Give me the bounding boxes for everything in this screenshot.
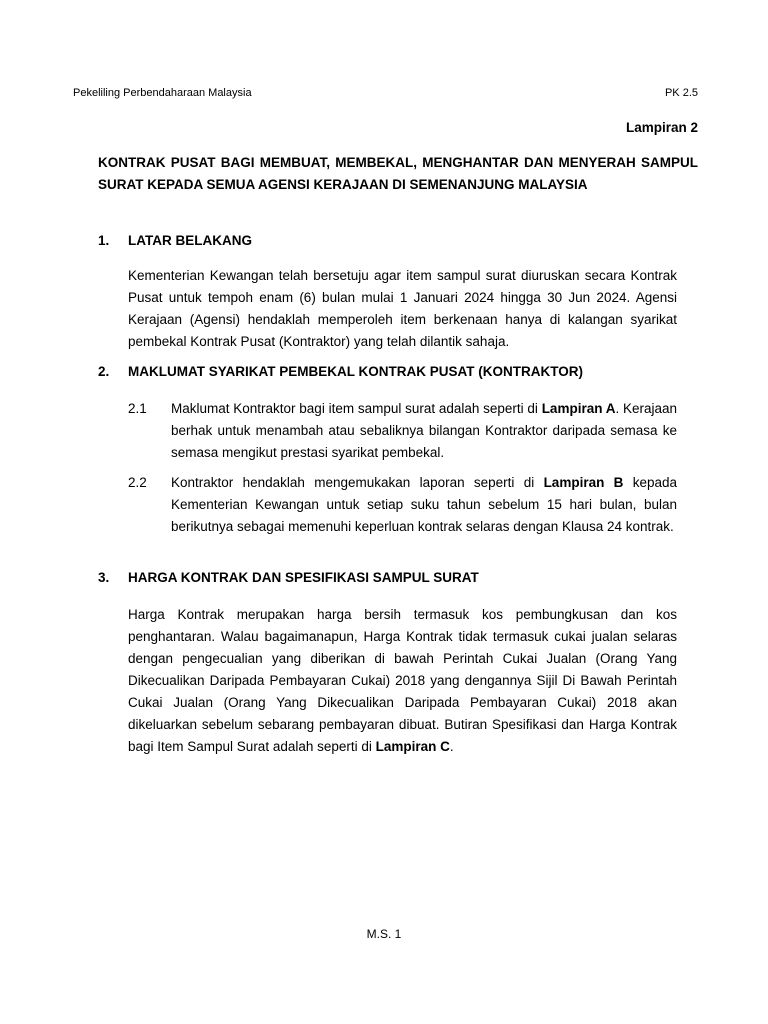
clause-2-2-text xyxy=(171,472,677,538)
clause-2-1 xyxy=(128,398,677,464)
header-code: PK 2.5 xyxy=(664,87,698,99)
clause-2-1-text-end: . Kerajaan berhak untuk menambah atau sebaliknya bilangan Kontraktor daripada semasa ke semasa mengikut prestasi syarikat pembekal. xyxy=(171,401,677,460)
section-1-paragraph: Kementerian Kewangan telah bersetuju agar item sampul surat diuruskan secara Kontrak Pusat untuk tempoh enam (6) bulan mulai 1 Januari 2024 hingga 30 Jun 2024. Agensi Kerajaan (Agensi) hendaklah memperoleh item berkenaan hanya di kalangan syarikat pembekal Kontrak Pusat (Kontraktor) yang telah dilantik sahaja. xyxy=(128,268,677,349)
document-title: KONTRAK PUSAT BAGI MEMBUAT, MEMBEKAL, MENGHANTAR DAN MENYERAH SAMPUL SURAT KEPADA SEMUA AGENSI KERAJAAN DI SEMENANJUNG MALAYSIA xyxy=(98,155,698,192)
section-1-number: 1. xyxy=(98,233,110,248)
section-2-heading xyxy=(98,361,698,383)
section-3-text-start: Harga Kontrak merupakan harga bersih termasuk kos pembungkusan dan kos penghantaran. Walau bagaimanapun, Harga Kontrak tidak termasuk cukai jualan selaras dengan pengecualian yang diberikan di bawah Perintah Cukai Jualan (Orang Yang Dikecualikan Daripada Pembayaran Cukai) 2018 yang dengannya Sijil Di Bawah Perintah Cukai Jualan (Orang Yang Dikecualikan Daripada Pembayaran Cukai) 2018 akan dikeluarkan sebelum sebarang pembayaran dibuat. Butiran Spesifikasi dan Harga Kontrak bagi Item Sampul Surat adalah seperti di xyxy=(128,607,677,754)
section-3-title: HARGA KONTRAK DAN SPESIFIKASI SAMPUL SURAT xyxy=(128,570,479,585)
clause-2-2-text-end: kepada Kementerian Kewangan untuk setiap suku tahun sebelum 15 hari bulan, bulan berikutnya sebagai memenuhi keperluan kontrak selaras dengan Klausa 24 kontrak. xyxy=(171,475,677,534)
clause-2-2-text-start: Kontraktor hendaklah mengemukakan laporan seperti di xyxy=(171,475,544,490)
section-3-appendix-ref: Lampiran C xyxy=(375,739,450,754)
appendix-label: Lampiran 2 xyxy=(625,120,698,135)
clause-2-1-appendix-ref: Lampiran A xyxy=(541,401,616,416)
section-3-paragraph xyxy=(128,604,677,758)
section-3-number: 3. xyxy=(98,570,110,585)
section-2-number: 2. xyxy=(98,364,110,379)
clause-2-1-number: 2.1 xyxy=(128,401,147,416)
section-1-title: LATAR BELAKANG xyxy=(128,233,252,248)
clause-2-1-text xyxy=(171,398,677,464)
section-3-text-end: . xyxy=(449,739,454,754)
clause-2-2-number: 2.2 xyxy=(128,475,147,490)
header-publication: Pekeliling Perbendaharaan Malaysia xyxy=(73,87,252,99)
clause-2-2 xyxy=(128,472,677,538)
clause-2-2-appendix-ref: Lampiran B xyxy=(543,475,624,490)
section-3-heading xyxy=(98,567,698,589)
section-2-title: MAKLUMAT SYARIKAT PEMBEKAL KONTRAK PUSAT (KONTRAKTOR) xyxy=(128,364,583,379)
section-1-heading xyxy=(98,230,698,252)
clause-2-1-text-start: Maklumat Kontraktor bagi item sampul surat adalah seperti di xyxy=(171,401,542,416)
page-number: M.S. 1 xyxy=(366,927,402,941)
